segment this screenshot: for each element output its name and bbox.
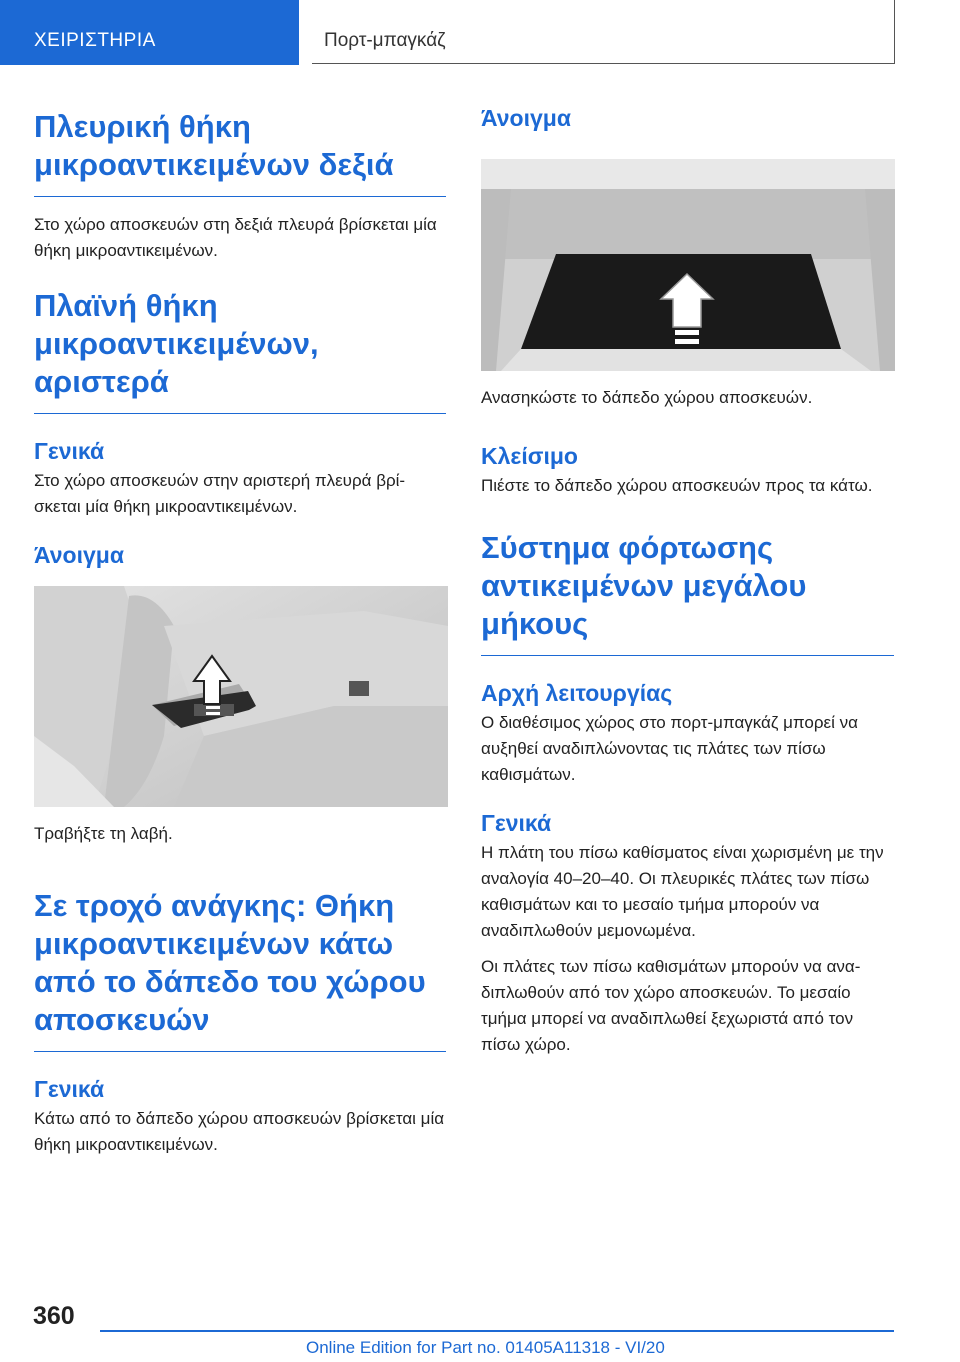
header-chapter-label: Πορτ-μπαγκάζ [324, 30, 446, 51]
page-number: 360 [33, 1302, 75, 1330]
text-general-2: Κάτω από το δάπεδο χώρου αποσκευών βρίσκεται μία θήκη μικροαντικειμένων. [34, 1109, 445, 1154]
figure-trunk-floor [481, 159, 895, 371]
figure-side-pocket [34, 586, 448, 807]
subheading-general-1: Γενικά [34, 438, 105, 464]
header-section-label: ΧΕΙΡΙΣΤΗΡΙΑ [34, 30, 156, 51]
subheading-principle: Αρχή λειτουργίας [481, 680, 673, 706]
caption-lift-floor: Ανασηκώστε το δάπεδο χώρου αποσκευών. [481, 388, 813, 407]
heading-long-items: Σύστημα φόρτωσης αντικειμένων μεγάλου μήκους [481, 529, 894, 656]
text-right-pocket: Στο χώρο αποσκευών στη δεξιά πλευρά βρίσκεται μία θήκη μικροαντικειμένων. [34, 215, 437, 260]
text-general-3a: Η πλάτη του πίσω καθίσματος είναι χωρισμένη με την αναλογία 40–20–40. Οι πλευρικές πλάτες των πίσω καθισμάτων και το μεσαίο τμήμα μπορούν να αναδιπλωθούν μεμονωμένα. [481, 843, 884, 940]
heading-right-pocket: Πλευρική θήκη μικροαντικειμένων δεξιά [34, 108, 446, 197]
header-section-tab [0, 0, 299, 65]
footer-divider [100, 1330, 894, 1332]
heading-spare-wheel: Σε τροχό ανάγκης: Θήκη μικροαντικειμένων κάτω από το δάπεδο του χώρου αποσκευών [34, 887, 446, 1052]
subheading-closing: Κλείσιμο [481, 443, 578, 469]
heading-left-pocket: Πλαϊνή θήκη μικροαντικειμένων, αριστερά [34, 287, 446, 414]
subheading-opening-2: Άνοιγμα [481, 105, 571, 131]
subheading-general-2: Γενικά [34, 1076, 105, 1102]
left-column [34, 108, 446, 1158]
footer-edition[interactable]: Online Edition for Part no. 01405A11318 - VI/20 [306, 1338, 665, 1357]
header-chapter-box [312, 0, 895, 64]
subheading-opening-1: Άνοιγμα [34, 542, 124, 568]
text-general-1: Στο χώρο αποσκευών στην αριστερή πλευρά βρίσκεται μία θήκη μικροαντικειμένων. [34, 471, 406, 516]
subheading-general-3: Γενικά [481, 810, 552, 836]
text-general-3b: Οι πλάτες των πίσω καθισμάτων μπορούν να αναδιπλωθούν από τον χώρο αποσκευών. Το μεσαίο τμήμα μπορεί να αναδιπλωθεί ξεχωριστά από τον πίσω χώρο. [481, 957, 861, 1054]
right-column [481, 103, 894, 1058]
text-closing: Πιέστε το δάπεδο χώρου αποσκευών προς τα κάτω. [481, 476, 873, 495]
text-principle: Ο διαθέσιμος χώρος στο πορτ-μπαγκάζ μπορεί να αυξηθεί αναδιπλώνοντας τις πλάτες των πίσω καθισμάτων. [481, 713, 858, 784]
caption-pull-handle: Τραβήξτε τη λαβή. [34, 824, 173, 843]
